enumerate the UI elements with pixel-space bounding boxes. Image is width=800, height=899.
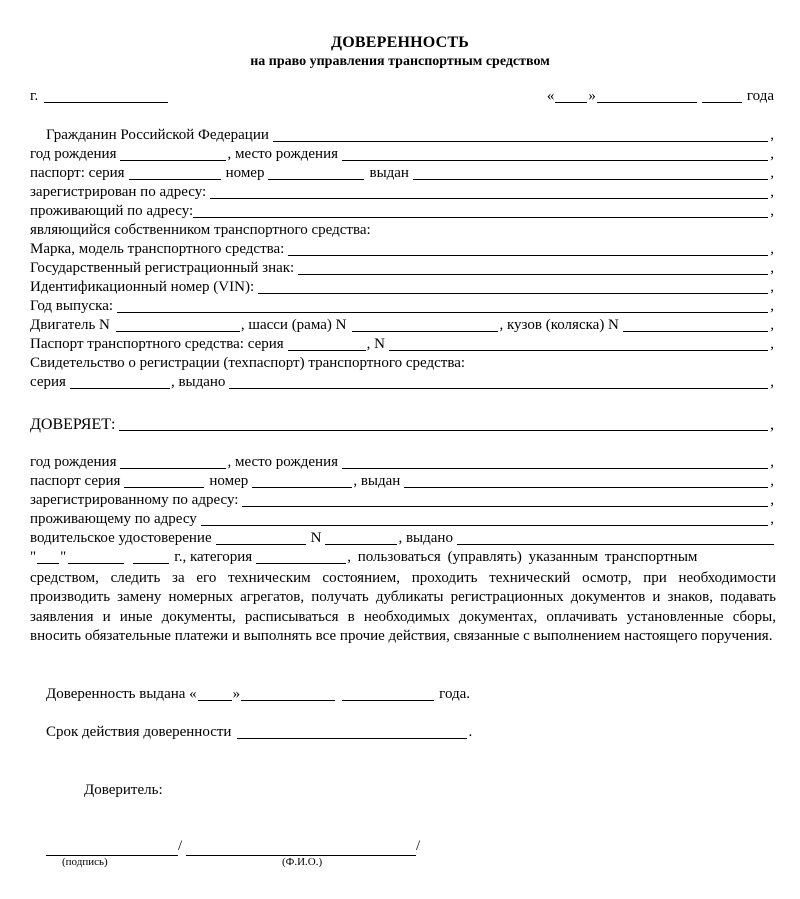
comma: , [770, 146, 774, 162]
engine-line [30, 315, 774, 334]
passport-series-field[interactable] [129, 165, 221, 180]
birth-place-field[interactable] [342, 146, 768, 161]
date-year-label: года [746, 88, 774, 104]
make-model-field[interactable] [288, 241, 768, 256]
license-series-field[interactable] [216, 530, 306, 545]
reg-plate-label: Государственный регистрационный знак: [30, 260, 295, 276]
trustee-birth-year-field[interactable] [120, 454, 226, 469]
license-label: водительское удостоверение [30, 530, 212, 546]
comma: , [770, 241, 774, 257]
date-close-quote: » [588, 88, 596, 104]
comma: , [770, 416, 774, 433]
trustee-birth-place-label: , место рождения [227, 454, 338, 470]
pts-number-field[interactable] [389, 336, 768, 351]
owner-line [30, 220, 774, 239]
comma: , [770, 336, 774, 352]
certificate-label: Свидетельство о регистрации (техпаспорт) транспортного средства: [30, 355, 466, 371]
license-n-label: N [310, 530, 322, 546]
comma: , [770, 184, 774, 200]
license-category-field[interactable] [256, 549, 346, 564]
birth-line [30, 144, 774, 163]
citizen-label: Гражданин Российской Федерации [46, 127, 269, 143]
document-subtitle: на право управления транспортным средством [250, 54, 550, 69]
trustee-passport-number-field[interactable] [252, 473, 352, 488]
comma: , [770, 203, 774, 219]
license-year-label: г., категория [174, 549, 253, 565]
license-date-line [30, 547, 774, 566]
license-line [30, 528, 774, 547]
year-label: Год выпуска: [30, 298, 114, 314]
engine-label: Двигатель N [30, 317, 110, 333]
trustee-passport-series-label: паспорт серия [30, 473, 121, 489]
date-open-quote: « [546, 88, 555, 104]
license-month-field[interactable] [68, 549, 124, 564]
issued-line [30, 684, 774, 703]
powers-head-text: , пользоваться (управлять) указанным транспортным [347, 549, 698, 565]
residing-address-field[interactable] [193, 203, 768, 218]
passport-issued-field[interactable] [413, 165, 768, 180]
passport-number-label: номер [225, 165, 265, 181]
registered-line [30, 182, 774, 201]
chassis-label: , шасси (рама) N [240, 317, 347, 333]
date-year-field[interactable] [702, 88, 742, 103]
license-quote-close: " [60, 549, 67, 565]
trustee-birth-line [30, 452, 774, 471]
pts-series-field[interactable] [288, 336, 366, 351]
comma: , [770, 260, 774, 276]
certificate-line [30, 353, 774, 372]
name-caption: (Ф.И.О.) [282, 856, 323, 868]
trust-line [30, 414, 774, 433]
trustee-registered-label: зарегистрированному по адресу: [30, 492, 239, 508]
citizen-name-field[interactable] [273, 127, 768, 142]
trust-label: ДОВЕРЯЕТ: [30, 416, 116, 433]
license-day-field[interactable] [37, 549, 59, 564]
city-label: г. [30, 88, 39, 104]
year-line [30, 296, 774, 315]
registered-address-field[interactable] [210, 184, 768, 199]
license-year-field[interactable] [133, 549, 169, 564]
issued-quote-close: » [232, 686, 241, 702]
comma: , [770, 165, 774, 181]
issued-suffix: года. [439, 686, 471, 702]
issued-year-field[interactable] [342, 686, 434, 701]
comma: , [770, 492, 774, 508]
vin-field[interactable] [258, 279, 768, 294]
passport-series-label: паспорт: серия [30, 165, 125, 181]
comma: , [770, 279, 774, 295]
powers-paragraph: средством, следить за его техническим состоянием, проходить технический осмотр, при необходимости производить замену номерных агрегатов, получать дубликаты регистрационных документов и знаков, подавать заявления и иные документы, расписываться в необходимых документах, оплачивать установленные сборы, вносить обязательные платежи и выполнять все прочие действия, связанные с выполнением настоящего поручения. [30, 570, 776, 645]
citizen-line [30, 125, 774, 144]
trustee-passport-issued-label: , выдан [353, 473, 401, 489]
city-field[interactable] [44, 88, 168, 103]
trustee-residing-label: проживающему по адресу [30, 511, 197, 527]
validity-line [30, 722, 774, 741]
signature-slash: / [178, 838, 183, 854]
registered-label: зарегистрирован по адресу: [30, 184, 207, 200]
date-month-field[interactable] [597, 88, 697, 103]
signature-caption: (подпись) [62, 856, 108, 868]
trustee-registered-field[interactable] [242, 492, 768, 507]
trustee-passport-line [30, 471, 774, 490]
body-label: , кузов (коляска) N [499, 317, 619, 333]
chassis-number-field[interactable] [352, 317, 498, 332]
passport-number-field[interactable] [268, 165, 364, 180]
principal-label: Доверитель: [84, 782, 163, 798]
trustee-residing-line [30, 509, 774, 528]
comma: , [770, 374, 774, 390]
cert-series-field[interactable] [70, 374, 170, 389]
vin-line [30, 277, 774, 296]
comma: , [770, 454, 774, 470]
trustee-passport-issued-field[interactable] [404, 473, 768, 488]
license-quote-open: " [30, 549, 37, 565]
trustee-passport-series-field[interactable] [124, 473, 204, 488]
owner-label: являющийся собственником транспортного средства: [30, 222, 371, 238]
date-day-field[interactable] [555, 88, 587, 103]
pts-n-label: , N [366, 336, 385, 352]
principal-line [30, 780, 774, 799]
engine-number-field[interactable] [116, 317, 240, 332]
passport-issued-label: выдан [369, 165, 409, 181]
trustee-passport-number-label: номер [209, 473, 249, 489]
issued-month-field[interactable] [241, 686, 335, 701]
license-number-field[interactable] [325, 530, 397, 545]
document-title: ДОВЕРЕННОСТЬ [331, 34, 469, 51]
license-issued-field[interactable] [457, 530, 774, 545]
residing-line [30, 201, 774, 220]
validity-suffix: . [468, 724, 473, 740]
place-date-line [30, 86, 774, 105]
comma: , [770, 473, 774, 489]
cert-issued-field[interactable] [229, 374, 768, 389]
residing-label: проживающий по адресу: [30, 203, 194, 219]
birth-year-label: год рождения [30, 146, 117, 162]
trustee-name-field[interactable] [119, 416, 768, 431]
trustee-registered-line [30, 490, 774, 509]
make-model-label: Марка, модель транспортного средства: [30, 241, 285, 257]
pts-series-label: Паспорт транспортного средства: серия [30, 336, 284, 352]
trustee-residing-field[interactable] [201, 511, 768, 526]
comma: , [770, 127, 774, 143]
passport-line [30, 163, 774, 182]
name-slash: / [416, 838, 421, 854]
pts-line [30, 334, 774, 353]
comma: , [770, 317, 774, 333]
vin-label: Идентификационный номер (VIN): [30, 279, 255, 295]
certificate-series-line [30, 372, 774, 391]
cert-series-label: серия [30, 374, 66, 390]
birth-year-field[interactable] [120, 146, 226, 161]
body-number-field[interactable] [623, 317, 768, 332]
year-field[interactable] [117, 298, 768, 313]
validity-label: Срок действия доверенности [46, 724, 232, 740]
trustee-birth-year-label: год рождения [30, 454, 117, 470]
birth-place-label: , место рождения [227, 146, 338, 162]
comma: , [770, 298, 774, 314]
cert-issued-label: , выдано [170, 374, 226, 390]
reg-plate-field[interactable] [298, 260, 768, 275]
issued-label: Доверенность выдана « [46, 686, 197, 702]
trustee-birth-place-field[interactable] [342, 454, 768, 469]
reg-plate-line [30, 258, 774, 277]
comma: , [770, 511, 774, 527]
license-issued-label: , выдано [398, 530, 453, 546]
validity-field[interactable] [237, 724, 467, 739]
issued-day-field[interactable] [198, 686, 232, 701]
make-model-line [30, 239, 774, 258]
